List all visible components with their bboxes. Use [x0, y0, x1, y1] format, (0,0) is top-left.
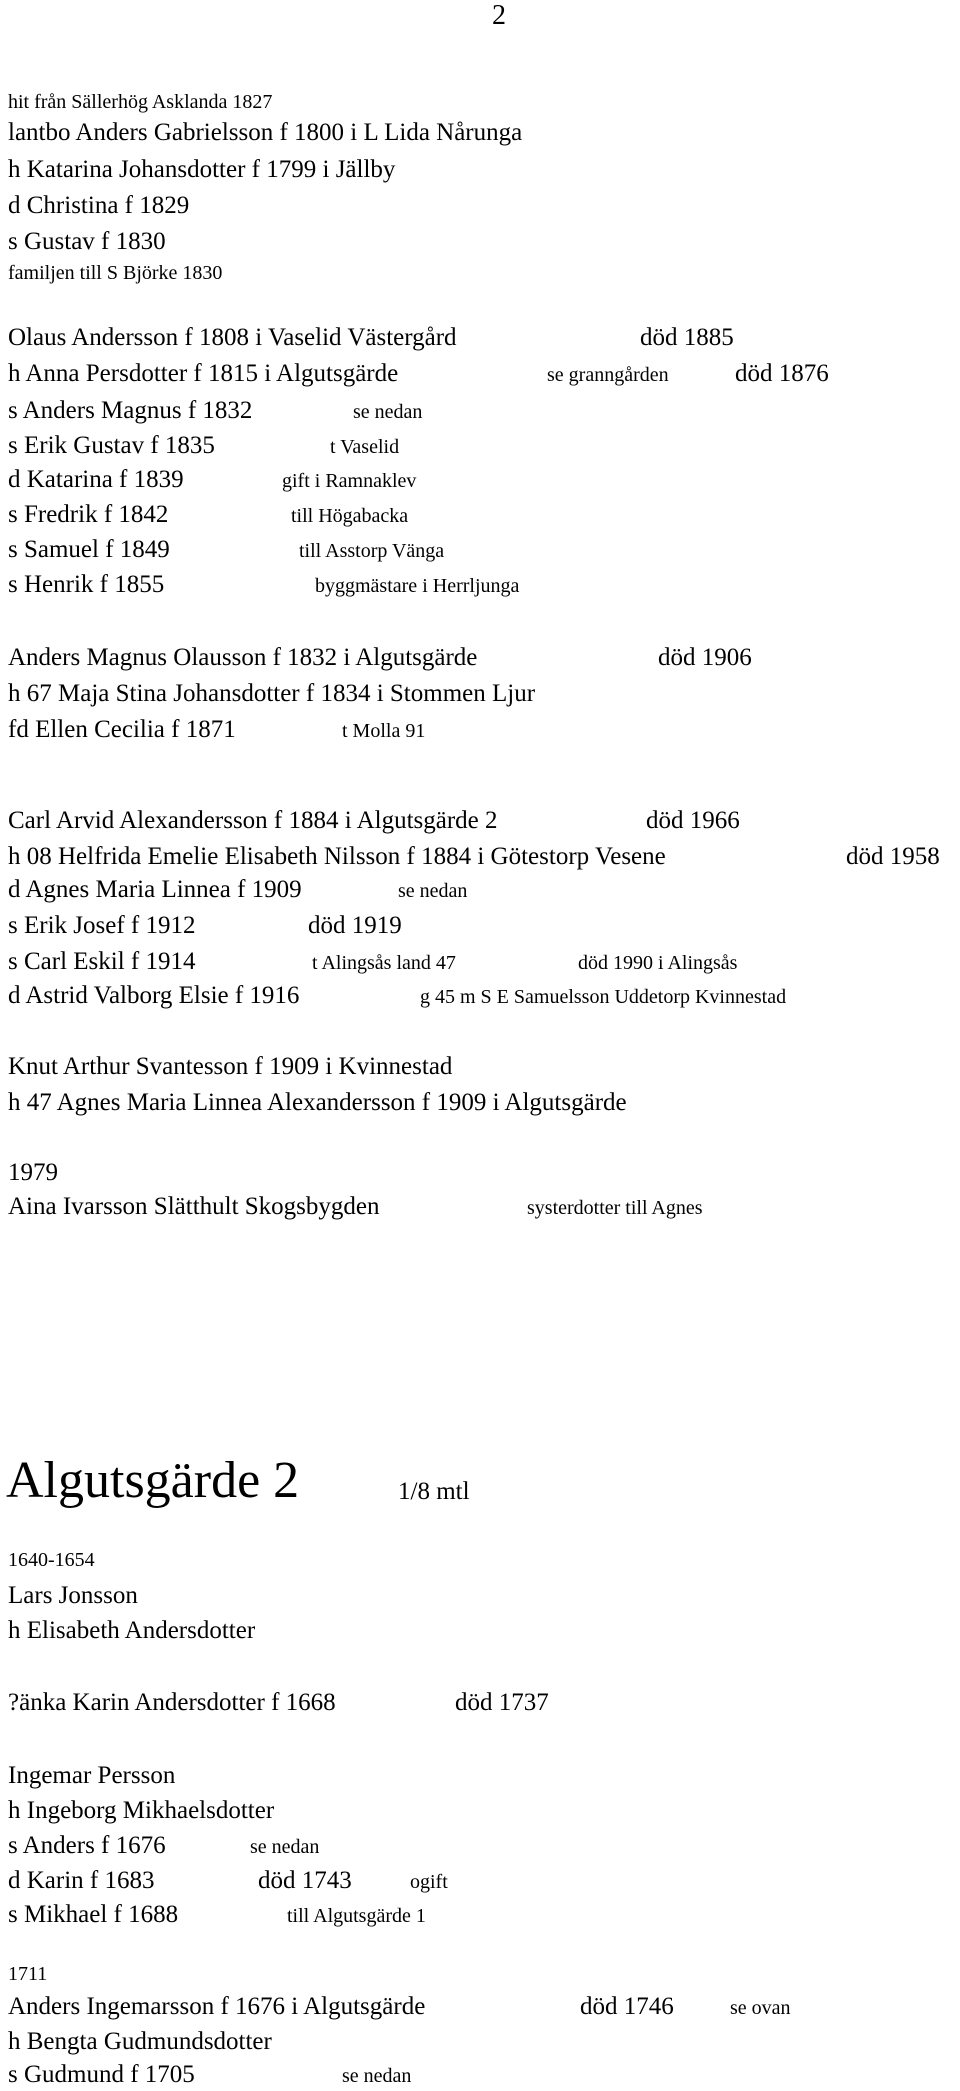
death-year: död 1746: [580, 1993, 674, 2020]
death-year: död 1990 i Alingsås: [578, 952, 738, 974]
note: se nedan: [342, 2065, 412, 2087]
text-line: familjen till S Björke 1830: [8, 262, 223, 284]
death-year: död 1885: [640, 324, 734, 351]
note: se nedan: [398, 880, 468, 902]
year: 1640-1654: [8, 1549, 95, 1571]
note: se nedan: [353, 401, 423, 423]
text-line: s Carl Eskil f 1914: [8, 948, 196, 975]
note: t Molla 91: [342, 720, 426, 742]
text-line: lantbo Anders Gabrielsson f 1800 i L Lida Nårunga: [8, 119, 523, 146]
text-line: ?änka Karin Andersdotter f 1668: [8, 1689, 336, 1716]
death-year: död 1906: [658, 644, 752, 671]
note: systerdotter till Agnes: [527, 1197, 703, 1219]
text-line: s Fredrik f 1842: [8, 501, 169, 528]
text-line: Carl Arvid Alexandersson f 1884 i Algutsgärde 2: [8, 807, 498, 834]
death-year: död 1958: [846, 843, 940, 870]
note: g 45 m S E Samuelsson Uddetorp Kvinnestad: [420, 986, 787, 1008]
year: 1711: [8, 1963, 48, 1985]
text-line: Ingemar Persson: [8, 1762, 176, 1789]
text-line: s Samuel f 1849: [8, 536, 170, 563]
text-line: h Katarina Johansdotter f 1799 i Jällby: [8, 156, 396, 183]
note: byggmästare i Herrljunga: [315, 575, 520, 597]
text-line: s Anders f 1676: [8, 1832, 166, 1859]
text-line: d Christina f 1829: [8, 192, 190, 219]
note: t Alingsås land 47: [312, 952, 456, 974]
text-line: h Bengta Gudmundsdotter: [8, 2028, 272, 2055]
note: se granngården: [547, 364, 669, 386]
note: t Vaselid: [330, 436, 400, 458]
note: till Högabacka: [291, 505, 409, 527]
text-line: h 47 Agnes Maria Linnea Alexandersson f 1909 i Algutsgärde: [8, 1089, 627, 1116]
text-line: s Gustav f 1830: [8, 228, 166, 255]
text-line: s Gudmund f 1705: [8, 2061, 195, 2088]
text-line: s Erik Josef f 1912: [8, 912, 196, 939]
death-year: död 1737: [455, 1689, 549, 1716]
text-line: Lars Jonsson: [8, 1582, 138, 1609]
text-line: h 08 Helfrida Emelie Elisabeth Nilsson f 1884 i Götestorp Vesene: [8, 843, 666, 870]
death-year: död 1743: [258, 1867, 352, 1894]
note: till Asstorp Vänga: [299, 540, 445, 562]
text-line: Anders Ingemarsson f 1676 i Algutsgärde: [8, 1993, 426, 2020]
text-line: Knut Arthur Svantesson f 1909 i Kvinnestad: [8, 1053, 453, 1080]
text-line: h Elisabeth Andersdotter: [8, 1617, 256, 1644]
text-line: s Henrik f 1855: [8, 571, 165, 598]
text-line: Aina Ivarsson Slätthult Skogsbygden: [8, 1193, 380, 1220]
text-line: s Anders Magnus f 1832: [8, 397, 253, 424]
text-line: d Katarina f 1839: [8, 466, 184, 493]
text-line: Anders Magnus Olausson f 1832 i Algutsgärde: [8, 644, 478, 671]
note: till Algutsgärde 1: [287, 1905, 426, 1927]
note: se ovan: [730, 1997, 791, 2019]
text-line: d Karin f 1683: [8, 1867, 155, 1894]
note: ogift: [410, 1871, 448, 1893]
farm-size: 1/8 mtl: [398, 1478, 470, 1505]
text-line: d Agnes Maria Linnea f 1909: [8, 876, 302, 903]
text-line: h 67 Maja Stina Johansdotter f 1834 i Stommen Ljur: [8, 680, 536, 707]
text-line: d Astrid Valborg Elsie f 1916: [8, 982, 300, 1009]
text-line: hit från Sällerhög Asklanda 1827: [8, 91, 273, 113]
text-line: s Erik Gustav f 1835: [8, 432, 215, 459]
text-line: h Ingeborg Mikhaelsdotter: [8, 1797, 275, 1824]
farm-title: Algutsgärde 2: [6, 1452, 300, 1509]
death-year: död 1919: [308, 912, 402, 939]
text-line: h Anna Persdotter f 1815 i Algutsgärde: [8, 360, 399, 387]
note: gift i Ramnaklev: [282, 470, 417, 492]
note: se nedan: [250, 1836, 320, 1858]
death-year: död 1876: [735, 360, 829, 387]
text-line: s Mikhael f 1688: [8, 1901, 179, 1928]
year: 1979: [8, 1159, 58, 1186]
text-line: Olaus Andersson f 1808 i Vaselid Västergård: [8, 324, 457, 351]
page-number: 2: [492, 0, 506, 31]
text-line: fd Ellen Cecilia f 1871: [8, 716, 236, 743]
death-year: död 1966: [646, 807, 740, 834]
